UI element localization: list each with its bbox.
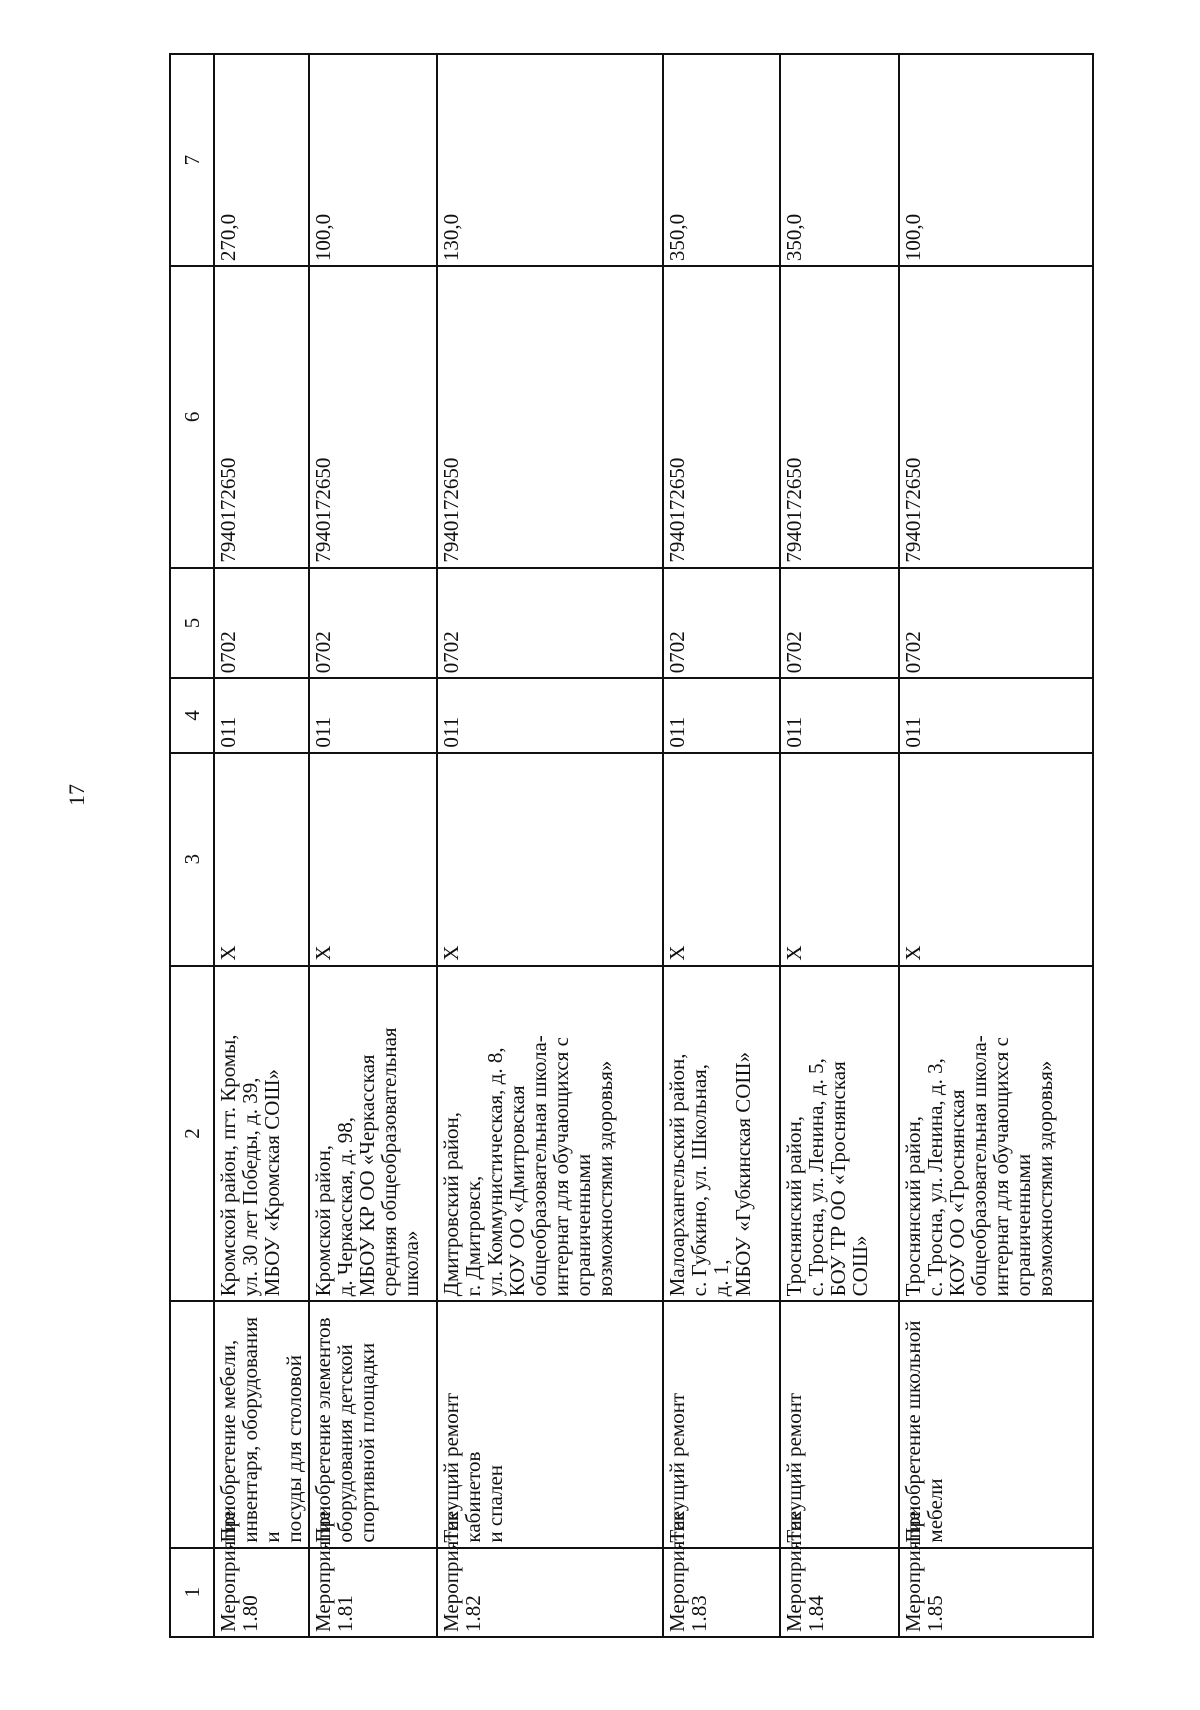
column-3-text: X [216,945,240,961]
column-3-text: X [900,945,925,961]
description-cell [780,1301,899,1547]
event-cell [899,1510,1093,1637]
rotated-table-container [169,53,1094,1638]
column-4-cell [437,678,663,752]
column-7-text: 350,0 [781,213,806,262]
header-cell-4: 4 [170,678,214,752]
event-text: Мероприятие 1.80 [216,1510,262,1632]
column-7-cell [899,54,1093,266]
column-5-cell [309,568,437,679]
table-row [309,54,437,1637]
location-text: Троснянский район, с. Тросна, ул. Ленина, д. 3, КОУ ОО «Троснянская общеобразовательная школа- интернат для обучающихся с ограниченными возможностями здоровья» [900,1035,1057,1297]
column-6-cell [309,266,437,568]
column-5-text: 0702 [439,631,464,674]
column-3-cell [899,753,1093,966]
location-text: Малоархангельский район, с. Губкино, ул. Школьная, д. 1, МБОУ «Губкинская СОШ» [665,1051,756,1297]
column-7-text: 270,0 [216,213,240,262]
header-cell-description [170,1301,214,1547]
column-6-text: 7940172650 [216,457,240,563]
description-text: Текущий ремонт [781,1392,806,1543]
event-cell [437,1510,663,1637]
column-6-text: 7940172650 [900,457,925,563]
event-cell [780,1510,899,1637]
column-3-text: X [439,945,464,961]
event-cell [214,1510,309,1637]
event-text: Мероприятие 1.84 [781,1510,828,1632]
description-cell [663,1301,779,1547]
location-text: Троснянский район, с. Тросна, ул. Ленина, д. 5, БОУ ТР ОО «Троснянская СОШ» [781,1058,872,1297]
column-6-cell [663,266,779,568]
column-3-cell [309,753,437,966]
header-cell-2: 2 [170,966,214,1302]
header-cell-1: 1 [170,1548,214,1637]
column-4-text: 011 [781,716,806,748]
column-7-text: 130,0 [439,213,464,262]
column-7-cell [780,54,899,266]
column-5-text: 0702 [216,631,240,674]
column-4-cell [780,678,899,752]
column-6-cell [899,266,1093,568]
column-3-cell [437,753,663,966]
column-5-cell [214,568,309,679]
description-text: Приобретение мебели, инвентаря, оборудования и посуды для столовой [216,1316,306,1543]
column-7-text: 350,0 [665,213,690,262]
table-row [899,54,1093,1637]
column-4-cell [663,678,779,752]
column-4-text: 011 [665,716,690,748]
column-5-cell [663,568,779,679]
column-5-text: 0702 [665,631,690,674]
column-4-text: 011 [900,716,925,748]
column-7-cell [437,54,663,266]
event-text: Мероприятие 1.81 [311,1510,358,1632]
column-3-cell [780,753,899,966]
table-row [663,54,779,1637]
location-cell [309,966,437,1302]
description-text: Приобретение школьной мебели [900,1320,947,1543]
table-row [214,54,309,1637]
location-text: Кромской район, пгт. Кромы, ул. 30 лет Победы, д. 39, МБОУ «Кромская СОШ» [216,1034,284,1297]
column-4-cell [309,678,437,752]
column-5-text: 0702 [781,631,806,674]
column-3-text: X [665,945,690,961]
column-6-text: 7940172650 [439,457,464,563]
column-4-text: 011 [216,716,240,748]
column-3-text: X [781,945,806,961]
header-cell-7: 7 [170,54,214,266]
column-3-cell [663,753,779,966]
column-4-text: 011 [439,716,464,748]
location-cell [780,966,899,1302]
column-3-cell [214,753,309,966]
page-number: 17 [64,784,89,806]
location-text: Кромской район, д. Черкасская, д. 98, МБОУ КР ОО «Черкасская средняя общеобразовательная школа» [311,1027,424,1297]
event-text: Мероприятие 1.83 [665,1510,712,1632]
table-header-row [170,54,214,1637]
column-7-text: 100,0 [900,213,925,262]
column-5-cell [780,568,899,679]
description-text: Приобретение элементов оборудования детской спортивной площадки [311,1317,380,1543]
column-6-text: 7940172650 [311,457,336,563]
location-cell [899,966,1093,1302]
column-6-text: 7940172650 [781,457,806,563]
event-cell [309,1510,437,1637]
location-text: Дмитровский район, г. Дмитровск, ул. Коммунистическая, д. 8, КОУ ОО «Дмитровская общеобразовательная школа- интернат для обучающихся с ограниченными возможностями здоровья» [439,1035,618,1297]
budget-events-table [169,53,1094,1638]
event-cell [663,1510,779,1637]
description-cell [214,1301,309,1547]
column-6-text: 7940172650 [665,457,690,563]
location-cell [214,966,309,1302]
column-5-cell [899,568,1093,679]
column-6-cell [780,266,899,568]
table-row [780,54,899,1637]
column-4-cell [899,678,1093,752]
column-5-cell [437,568,663,679]
table-row [437,54,663,1637]
column-4-text: 011 [311,716,336,748]
column-7-cell [309,54,437,266]
event-text: Мероприятие 1.85 [900,1510,947,1632]
event-text: Мероприятие 1.82 [439,1510,486,1632]
header-cell-5: 5 [170,568,214,679]
column-6-cell [437,266,663,568]
column-5-text: 0702 [311,631,336,674]
column-6-cell [214,266,309,568]
location-cell [663,966,779,1302]
column-7-text: 100,0 [311,213,336,262]
column-4-cell [214,678,309,752]
header-cell-3: 3 [170,753,214,966]
column-7-cell [663,54,779,266]
column-5-text: 0702 [900,631,925,674]
location-cell [437,966,663,1302]
description-text: Текущий ремонт кабинетов и спален [439,1392,508,1543]
column-7-cell [214,54,309,266]
header-cell-6: 6 [170,266,214,568]
description-cell [437,1301,663,1547]
description-cell [899,1301,1093,1547]
column-3-text: X [311,945,336,961]
description-cell [309,1301,437,1547]
description-text: Текущий ремонт [665,1392,690,1543]
